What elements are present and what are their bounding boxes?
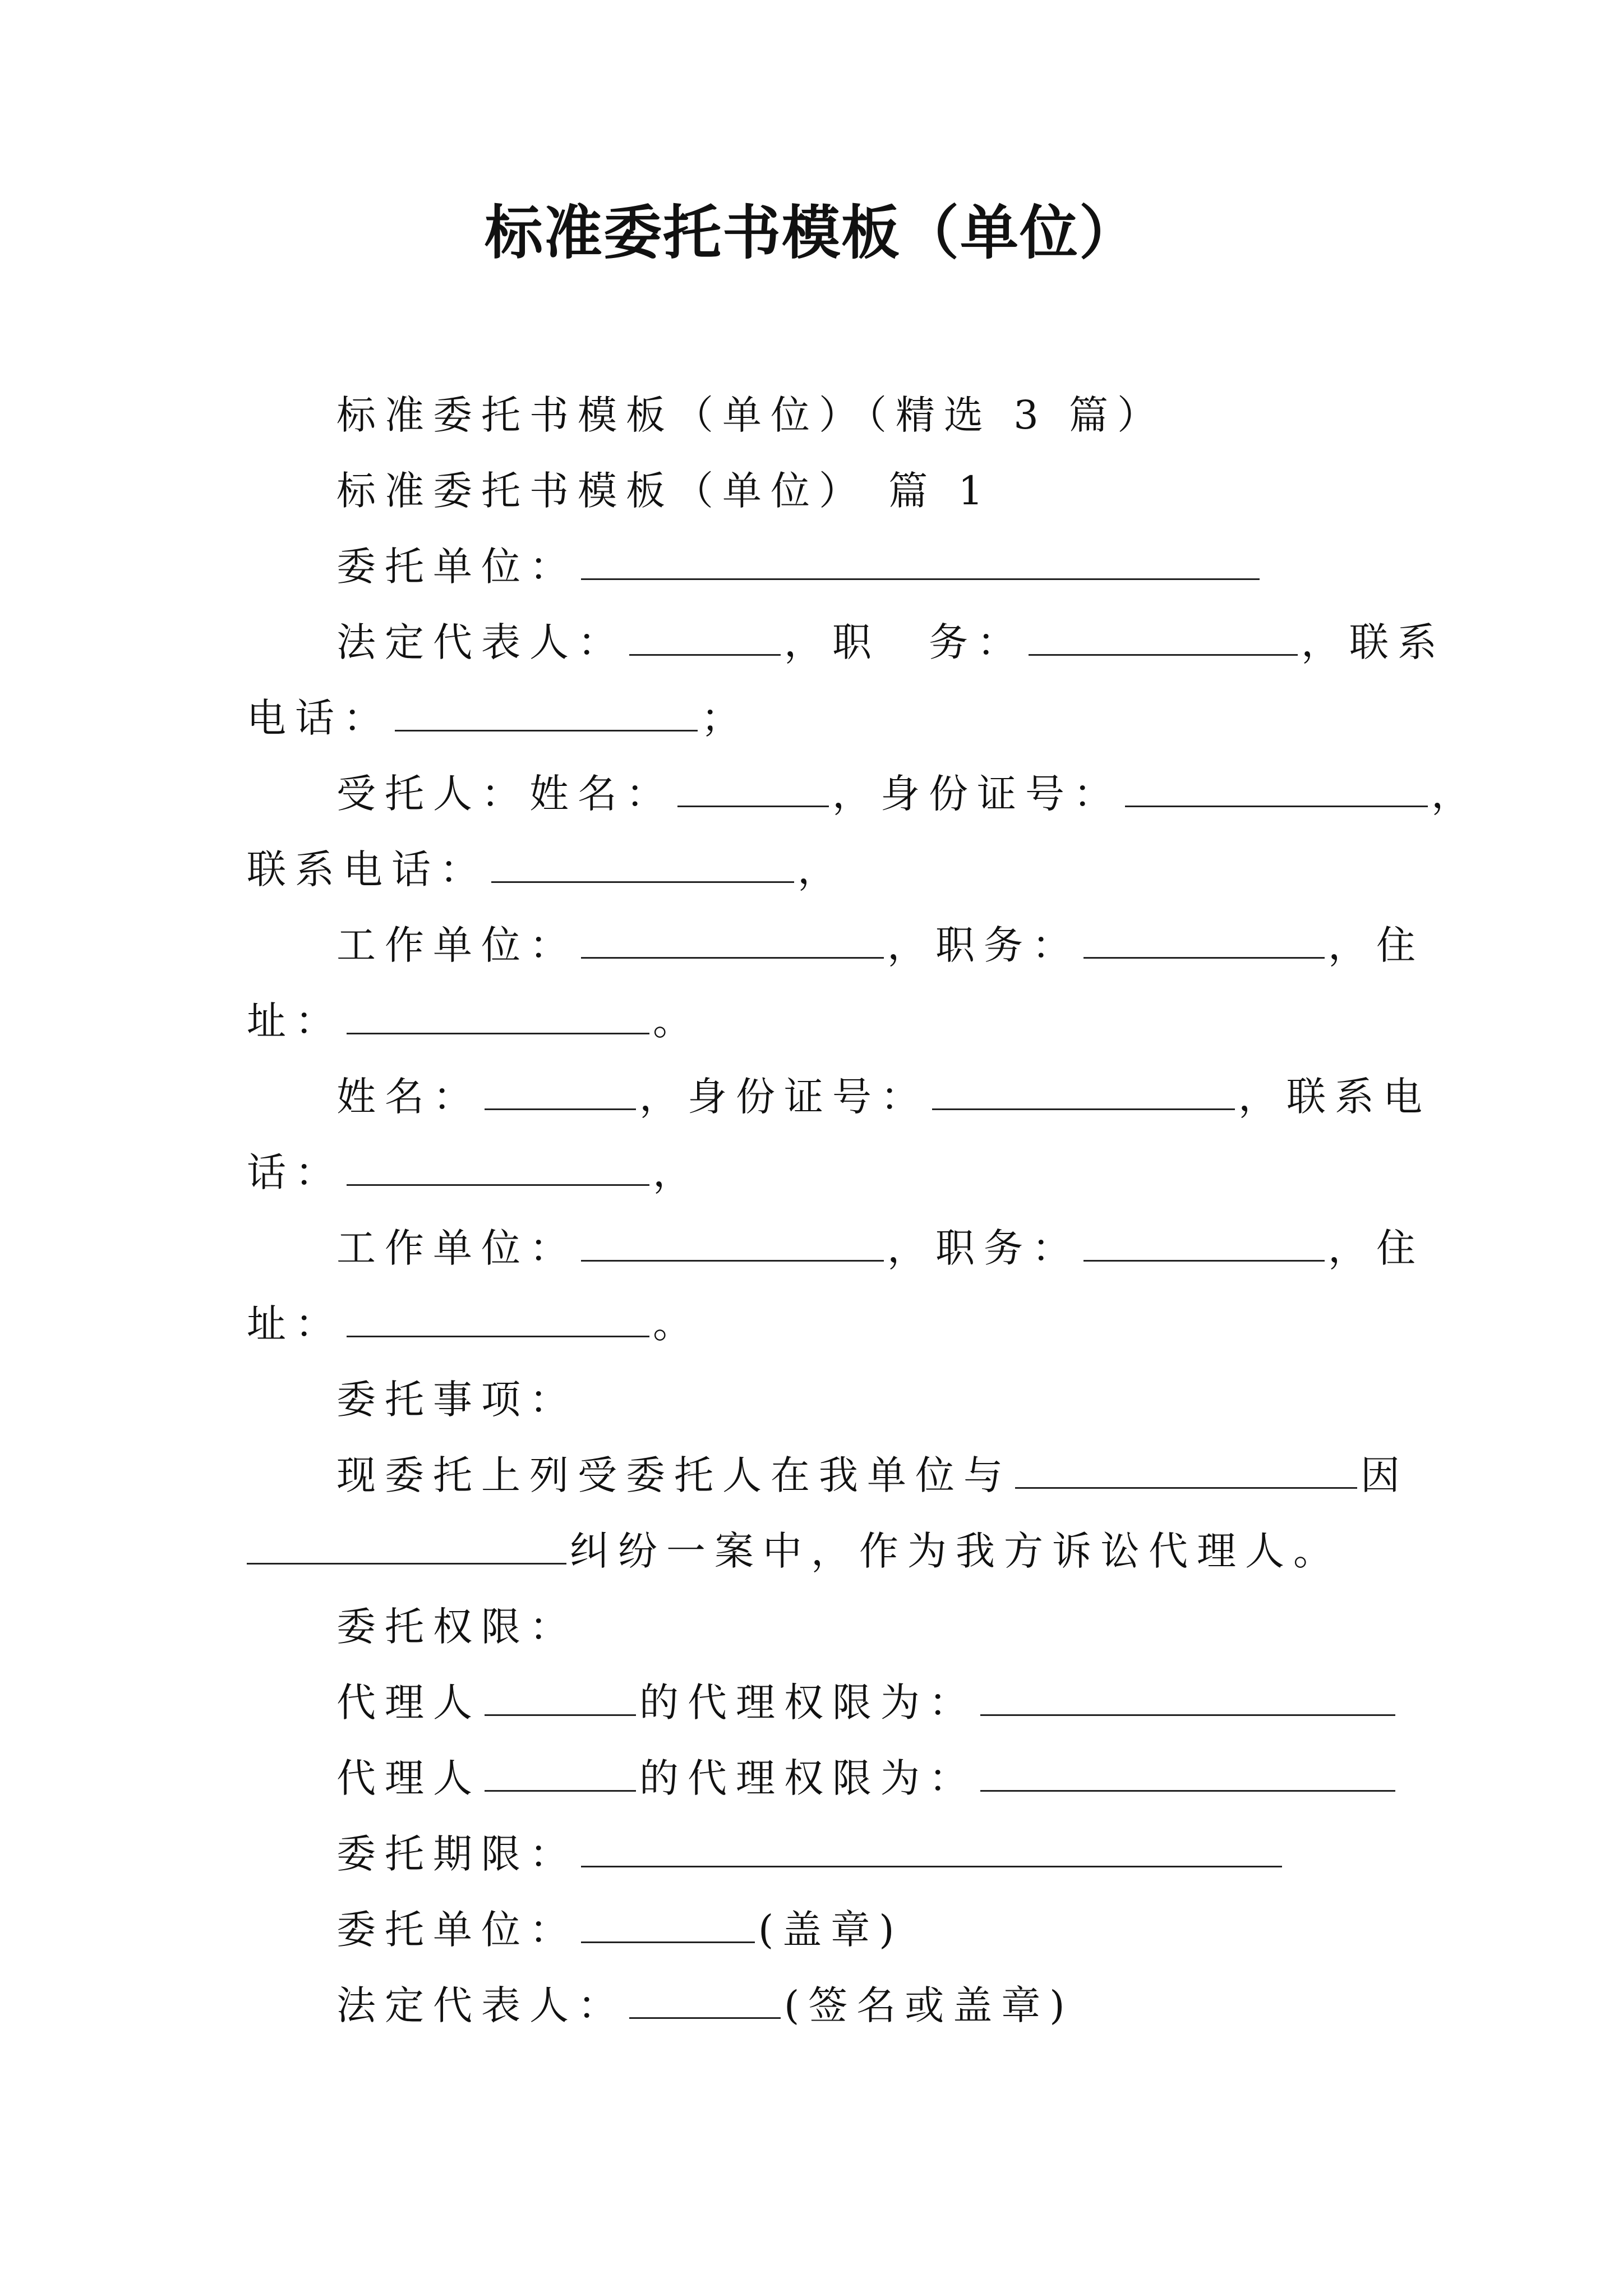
label: 委托事项： [336,1377,578,1423]
trustee-line [336,766,1479,822]
fill-blank[interactable] [932,1074,1235,1110]
fill-blank[interactable] [247,1528,566,1565]
label: ，身份证号： [639,1074,929,1120]
fill-blank[interactable] [347,1149,649,1186]
label: 话： [247,1149,343,1195]
matters-line-2 [247,1523,1341,1579]
fill-blank[interactable] [485,1755,636,1792]
label: 法定代表人： [336,619,626,665]
second-trustee-phone-line [247,1144,701,1200]
label: 委托期限： [336,1831,578,1877]
label: 姓名： [336,1074,481,1120]
punct: ， [1431,771,1479,817]
label: 委托单位： [336,1907,578,1953]
fill-blank[interactable] [629,1982,781,2019]
label: 工作单位： [336,922,578,968]
label: 委托权限： [336,1604,578,1650]
fill-blank[interactable] [1083,1225,1325,1262]
fill-blank[interactable] [491,846,794,883]
label: 因 [1361,1452,1409,1498]
label: 现委托上列受委托人在我单位与 [336,1452,1012,1498]
label: 代理人 [336,1680,481,1726]
fill-blank[interactable] [1015,1452,1357,1489]
document-title: 标准委托书模板（单位） [484,198,1138,267]
legal-rep-phone-line [247,690,749,746]
fill-blank[interactable] [1083,922,1325,959]
fill-blank[interactable] [980,1755,1395,1792]
fill-blank[interactable] [629,619,781,656]
subtitle-line [336,387,1165,443]
fill-blank[interactable] [395,695,698,731]
label: ，联系电 [1238,1074,1431,1120]
fill-blank[interactable] [485,1680,636,1716]
matters-line [336,1447,1409,1503]
label: 的代理权限为： [639,1755,977,1801]
fill-blank[interactable] [677,771,829,807]
label: 电话： [247,695,391,741]
fill-blank[interactable] [1125,771,1428,807]
section-heading [336,463,992,519]
fill-blank[interactable] [347,998,649,1034]
label: ，职务： [887,1225,1080,1271]
trustee-phone-line [247,841,846,898]
punct: 。 [653,1301,701,1347]
entrusting-unit-line [336,539,1263,595]
fill-blank[interactable] [1029,619,1298,656]
label: 代理人 [336,1755,481,1801]
label: (盖章) [758,1907,903,1953]
label: ，住 [1328,1225,1424,1271]
second-trustee-address-line [247,1296,701,1352]
fill-blank[interactable] [980,1680,1395,1716]
label: 联系电话： [247,846,488,892]
fill-blank[interactable] [581,1831,1282,1867]
fill-blank[interactable] [581,922,884,959]
fill-blank[interactable] [581,544,1260,580]
label: 的代理权限为： [639,1680,977,1726]
label: ，职务： [887,922,1080,968]
seal-line [336,1902,903,1958]
second-trustee-line [336,1069,1431,1125]
punct: 。 [653,998,701,1044]
text-span: 标准委托书模板（单位）（精选 3 篇） [336,392,1166,438]
fill-blank[interactable] [581,1907,755,1943]
second-trustee-work-line [336,1220,1424,1276]
fill-blank[interactable] [485,1074,636,1110]
trustee-work-line [336,917,1424,973]
term-line [336,1826,1285,1882]
label: ，联系 [1301,619,1446,665]
fill-blank[interactable] [581,1225,884,1262]
label: (签名或盖章) [784,1982,1074,2028]
label: 址： [247,998,343,1044]
agent-authority-line-2 [336,1750,1399,1806]
text-span: 标准委托书模板（单位） 篇 1 [336,468,993,514]
signature-line [336,1977,1074,2033]
fill-blank[interactable] [347,1301,649,1337]
label: 工作单位： [336,1225,578,1271]
punct: ； [701,695,749,741]
legal-rep-line [336,614,1446,670]
label: 委托单位： [336,544,578,590]
agent-authority-line-1 [336,1674,1399,1731]
label: ，职 务： [784,619,1025,665]
authority-heading [336,1599,578,1655]
punct: ， [797,846,846,892]
trustee-address-line [247,993,701,1049]
label: 纠纷一案中，作为我方诉讼代理人。 [570,1528,1341,1574]
label: 受托人：姓名： [336,771,674,817]
label: 址： [247,1301,343,1347]
matters-heading [336,1372,578,1428]
punct: ， [653,1149,701,1195]
label: ，住 [1328,922,1424,968]
label: 法定代表人： [336,1982,626,2028]
label: ，身份证号： [832,771,1122,817]
